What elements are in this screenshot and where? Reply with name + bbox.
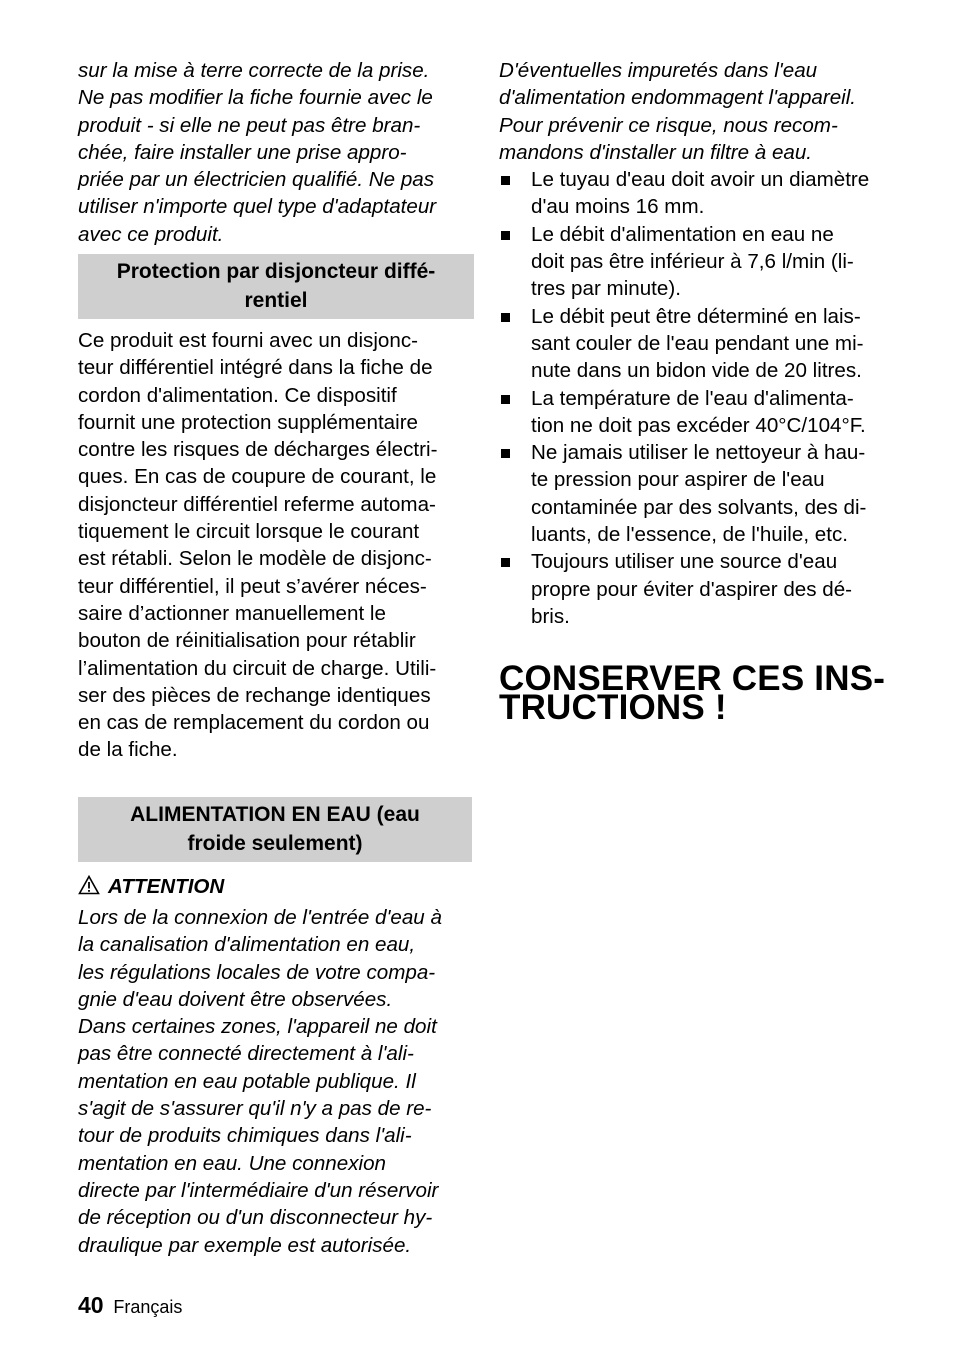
text-line: priée par un électricien qualifié. Ne pas bbox=[78, 168, 435, 192]
text-line: Ne pas modifier la fiche fournie avec le bbox=[78, 86, 433, 110]
text-line: La température de l'eau d'alimenta- bbox=[531, 386, 854, 410]
text-line: Toujours utiliser une source d'eau bbox=[531, 550, 838, 574]
text-line: de la fiche. bbox=[78, 738, 178, 762]
heading-line: TRUCTIONS ! bbox=[499, 688, 727, 727]
text-line: teur différentiel, il peut s’avérer néces- bbox=[78, 574, 427, 598]
text-line: Le tuyau d'eau doit avoir un diamètre bbox=[531, 168, 870, 192]
text-line: ser des pièces de rechange identiques bbox=[78, 683, 431, 707]
text-line: les régulations locales de votre compa- bbox=[78, 960, 436, 984]
text-line: l’alimentation du circuit de charge. Utili- bbox=[78, 656, 437, 680]
language-label: Français bbox=[113, 1297, 183, 1317]
square-bullet-icon bbox=[501, 313, 510, 322]
text-line: disjoncteur différentiel referme automa- bbox=[78, 492, 436, 516]
list-item bbox=[499, 303, 897, 385]
square-bullet-icon bbox=[501, 558, 510, 567]
filter-paragraph bbox=[499, 57, 897, 166]
text-line: saire d’actionner manuellement le bbox=[78, 601, 386, 625]
text-line: fournit une protection supplémentaire bbox=[78, 410, 419, 434]
text-line: contre les risques de décharges électri- bbox=[78, 438, 438, 462]
text-line: teur différentiel intégré dans la fiche de bbox=[78, 356, 433, 380]
text-line: nute dans un bidon vide de 20 litres. bbox=[531, 359, 862, 383]
text-line: en cas de remplacement du cordon ou bbox=[78, 711, 430, 735]
heading-line: froide seulement) bbox=[187, 832, 363, 855]
heading-line: CONSERVER CES INS- bbox=[499, 659, 886, 698]
square-bullet-icon bbox=[501, 449, 510, 458]
text-line: Lors de la connexion de l'entrée d'eau à bbox=[78, 906, 442, 929]
intro-paragraph bbox=[78, 57, 474, 248]
conserve-instructions-heading bbox=[499, 659, 919, 727]
text-line: tour de produits chimiques dans l'ali- bbox=[78, 1124, 412, 1148]
text-line: draulique par exemple est autorisée. bbox=[78, 1233, 412, 1257]
heading-line: rentiel bbox=[244, 289, 308, 312]
text-line: gnie d'eau doivent être observées. bbox=[78, 987, 393, 1011]
warning-triangle-icon bbox=[78, 875, 100, 895]
text-line: tiquement le circuit lorsque le courant bbox=[78, 520, 420, 544]
attention-label: ATTENTION bbox=[108, 875, 225, 898]
left-column bbox=[78, 57, 474, 248]
text-line: utiliser n'importe quel type d'adaptateur bbox=[78, 195, 437, 219]
square-bullet-icon bbox=[501, 176, 510, 185]
list-item bbox=[499, 166, 897, 221]
square-bullet-icon bbox=[501, 231, 510, 240]
text-line: luants, de l'essence, de l'huile, etc. bbox=[531, 523, 848, 547]
text-line: D'éventuelles impuretés dans l'eau bbox=[499, 59, 818, 82]
text-line: chée, faire installer une prise appro- bbox=[78, 140, 407, 164]
text-line: ques. En cas de coupure de courant, le bbox=[78, 465, 437, 489]
list-item bbox=[499, 439, 897, 548]
list-item bbox=[499, 385, 897, 440]
protection-paragraph bbox=[78, 327, 474, 764]
text-line: bris. bbox=[531, 604, 570, 628]
text-line: tion ne doit pas excéder 40°C/104°F. bbox=[531, 413, 866, 437]
text-line: d'alimentation endommagent l'appareil. bbox=[499, 86, 857, 110]
text-line: d'au moins 16 mm. bbox=[531, 195, 705, 219]
heading-line: Protection par disjoncteur diffé- bbox=[116, 260, 436, 283]
text-line: Le débit peut être déterminé en lais- bbox=[531, 304, 861, 328]
attention-label-row bbox=[78, 873, 474, 900]
text-line: s'agit de s'assurer qu'il n'y a pas de re- bbox=[78, 1097, 432, 1121]
text-line: est rétabli. Selon le modèle de disjonc- bbox=[78, 547, 432, 571]
text-line: tres par minute). bbox=[531, 277, 681, 301]
text-line: mentation en eau. Une connexion bbox=[78, 1151, 386, 1175]
text-line: mandons d'installer un filtre à eau. bbox=[499, 140, 813, 164]
square-bullet-icon bbox=[501, 395, 510, 404]
heading-line: ALIMENTATION EN EAU (eau bbox=[130, 803, 420, 826]
text-line: bouton de réinitialisation pour rétablir bbox=[78, 629, 416, 653]
text-line: directe par l'intermédiaire d'un réservoir bbox=[78, 1178, 439, 1202]
text-line: doit pas être inférieur à 7,6 l/min (li- bbox=[531, 250, 854, 274]
page-number: 40 bbox=[78, 1292, 104, 1318]
protection-heading bbox=[78, 254, 474, 319]
text-line: propre pour éviter d'aspirer des dé- bbox=[531, 577, 853, 601]
page-footer bbox=[78, 1292, 182, 1321]
text-line: mentation en eau potable publique. Il bbox=[78, 1069, 416, 1093]
text-line: de réception ou d'un disconnecteur hy- bbox=[78, 1206, 433, 1230]
text-line: te pression pour aspirer de l'eau bbox=[531, 468, 825, 492]
text-line: sant couler de l'eau pendant une mi- bbox=[531, 331, 864, 355]
text-line: pas être connecté directement à l'ali- bbox=[78, 1042, 414, 1066]
text-line: Le débit d'alimentation en eau ne bbox=[531, 222, 834, 246]
water-supply-heading bbox=[78, 797, 472, 862]
text-line: cordon d'alimentation. Ce dispositif bbox=[78, 383, 397, 407]
list-item bbox=[499, 548, 897, 630]
text-line: produit - si elle ne peut pas être bran- bbox=[78, 113, 421, 137]
text-line: sur la mise à terre correcte de la prise. bbox=[78, 59, 430, 82]
text-line: Dans certaines zones, l'appareil ne doit bbox=[78, 1015, 437, 1039]
list-item bbox=[499, 221, 897, 303]
attention-paragraph bbox=[78, 904, 474, 1259]
text-line: avec ce produit. bbox=[78, 222, 224, 246]
text-line: Ce produit est fourni avec un disjonc- bbox=[78, 329, 418, 352]
requirements-list bbox=[499, 166, 897, 630]
text-line: contaminée par des solvants, des di- bbox=[531, 495, 867, 519]
text-line: Ne jamais utiliser le nettoyeur à hau- bbox=[531, 441, 866, 465]
text-line: la canalisation d'alimentation en eau, bbox=[78, 933, 416, 957]
text-line: Pour prévenir ce risque, nous recom- bbox=[499, 113, 838, 137]
right-column bbox=[499, 57, 897, 630]
